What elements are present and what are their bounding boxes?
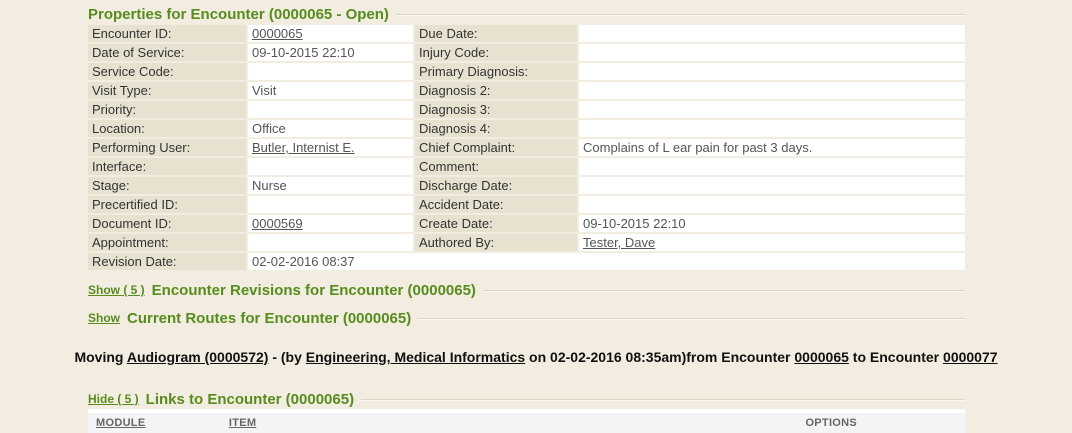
field-value-interface (248, 158, 413, 175)
section-divider-line (361, 399, 965, 401)
field-label-stage: Stage: (88, 177, 246, 194)
moving-source-encounter-link[interactable]: 0000065 (794, 349, 849, 365)
table-row (88, 44, 965, 61)
field-value-primary-diagnosis (579, 63, 965, 80)
routes-section-title: Current Routes for Encounter (0000065) (127, 309, 412, 327)
revisions-section-title: Encounter Revisions for Encounter (0000065) (151, 281, 476, 299)
column-header-module[interactable]: MODULE (96, 417, 146, 429)
field-label-diagnosis-4: Diagnosis 4: (415, 120, 577, 137)
field-label-due-date: Due Date: (415, 25, 577, 42)
links-section-header (88, 390, 965, 408)
field-label-performing-user: Performing User: (88, 139, 246, 156)
field-value-comment (579, 158, 965, 175)
document-id-link[interactable]: 0000569 (252, 216, 303, 231)
table-row (88, 101, 965, 118)
routes-section-header (88, 309, 965, 327)
field-label-encounter-id: Encounter ID: (88, 25, 246, 42)
links-table-header-row (88, 413, 965, 433)
table-row (88, 234, 965, 251)
field-value-date-of-service: 09-10-2015 22:10 (248, 44, 413, 61)
field-value-location: Office (248, 120, 413, 137)
field-label-location: Location: (88, 120, 246, 137)
field-value-revision-date: 02-02-2016 08:37 (248, 253, 965, 270)
field-label-visit-type: Visit Type: (88, 82, 246, 99)
section-divider-line (396, 14, 965, 16)
field-value-precertified-id (248, 196, 413, 213)
field-label-diagnosis-2: Diagnosis 2: (415, 82, 577, 99)
field-value-diagnosis-3 (579, 101, 965, 118)
hide-links-link[interactable]: Hide ( 5 ) (88, 392, 139, 406)
moving-notice-text: on 02-02-2016 08:35am)from Encounter (525, 349, 795, 365)
field-label-create-date: Create Date: (415, 215, 577, 232)
field-label-discharge-date: Discharge Date: (415, 177, 577, 194)
table-row (88, 253, 965, 270)
show-routes-link[interactable]: Show (88, 311, 120, 325)
field-value-create-date: 09-10-2015 22:10 (579, 215, 965, 232)
field-value-due-date (579, 25, 965, 42)
table-row (88, 139, 965, 156)
field-value-appointment (248, 234, 413, 251)
field-label-appointment: Appointment: (88, 234, 246, 251)
field-label-primary-diagnosis: Primary Diagnosis: (415, 63, 577, 80)
moving-user-link[interactable]: Engineering, Medical Informatics (305, 349, 526, 365)
encounter-properties-table (86, 23, 967, 272)
field-value-injury-code (579, 44, 965, 61)
encounter-id-link[interactable]: 0000065 (252, 26, 303, 41)
field-value-visit-type: Visit (248, 82, 413, 99)
field-value-service-code (248, 63, 413, 80)
performing-user-link[interactable]: Butler, Internist E. (252, 140, 355, 155)
field-label-priority: Priority: (88, 101, 246, 118)
field-value-stage: Nurse (248, 177, 413, 194)
moving-item-link[interactable]: Audiogram (0000572) (126, 349, 269, 365)
field-label-document-id: Document ID: (88, 215, 246, 232)
moving-target-encounter-link[interactable]: 0000077 (943, 349, 998, 365)
section-divider-line (483, 290, 965, 292)
table-row (88, 196, 965, 213)
field-label-chief-complaint: Chief Complaint: (415, 139, 577, 156)
field-value-accident-date (579, 196, 965, 213)
field-label-revision-date: Revision Date: (88, 253, 246, 270)
moving-notice-text: to Encounter (848, 349, 944, 365)
column-header-item[interactable]: ITEM (228, 417, 257, 429)
field-label-accident-date: Accident Date: (415, 196, 577, 213)
field-label-precertified-id: Precertified ID: (88, 196, 246, 213)
field-label-service-code: Service Code: (88, 63, 246, 80)
table-row (88, 158, 965, 175)
moving-notice (0, 349, 1072, 366)
field-value-diagnosis-2 (579, 82, 965, 99)
section-divider-line (418, 318, 965, 320)
table-row (88, 25, 965, 42)
field-value-chief-complaint: Complains of L ear pain for past 3 days. (579, 139, 965, 156)
column-header-options: OPTIONS (805, 417, 858, 429)
authored-by-link[interactable]: Tester, Dave (583, 235, 656, 250)
field-label-diagnosis-3: Diagnosis 3: (415, 101, 577, 118)
table-row (88, 215, 965, 232)
field-label-date-of-service: Date of Service: (88, 44, 246, 61)
table-row (88, 82, 965, 99)
properties-section-header (88, 0, 965, 23)
field-value-diagnosis-4 (579, 120, 965, 137)
moving-notice-text: Moving (74, 349, 127, 365)
moving-notice-text: - (by (268, 349, 306, 365)
field-label-authored-by: Authored By: (415, 234, 577, 251)
field-label-interface: Interface: (88, 158, 246, 175)
field-value-discharge-date (579, 177, 965, 194)
properties-section-title: Properties for Encounter (0000065 - Open) (88, 5, 389, 23)
table-row (88, 120, 965, 137)
revisions-section-header (88, 281, 965, 299)
field-value-priority (248, 101, 413, 118)
links-section-title: Links to Encounter (0000065) (145, 390, 355, 408)
table-row (88, 177, 965, 194)
show-revisions-link[interactable]: Show ( 5 ) (88, 283, 145, 297)
field-label-injury-code: Injury Code: (415, 44, 577, 61)
links-table (88, 409, 965, 433)
field-label-comment: Comment: (415, 158, 577, 175)
table-row (88, 63, 965, 80)
